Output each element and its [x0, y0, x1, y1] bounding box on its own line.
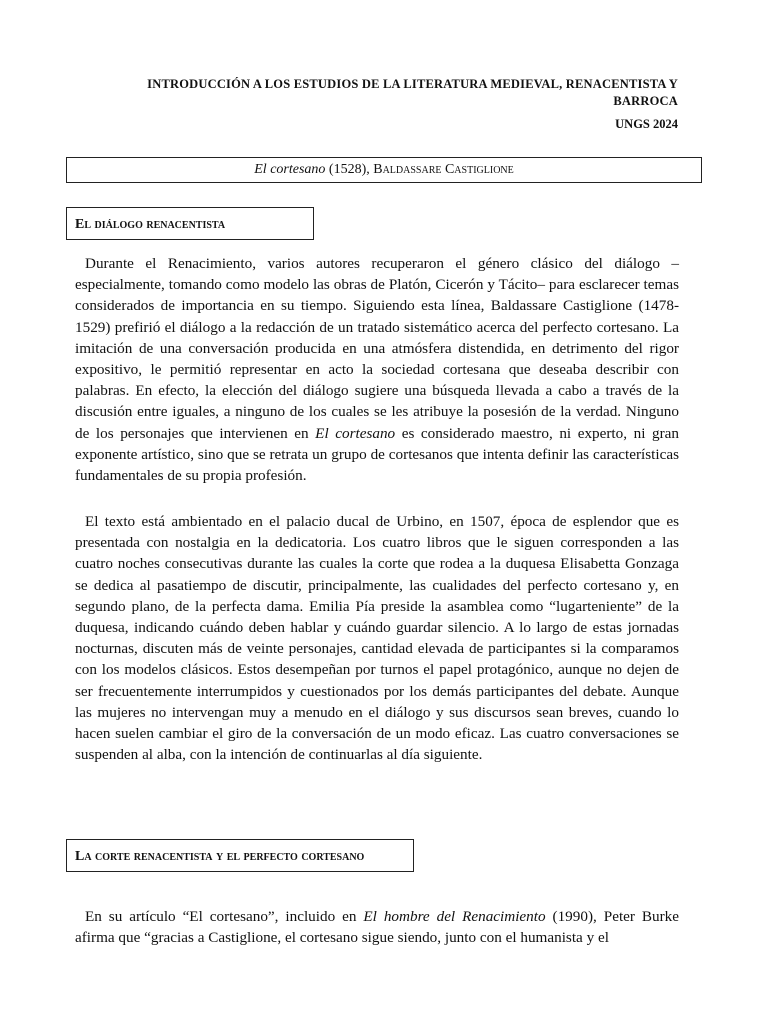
paragraph-3-text-b: (1990), Peter Burke afirma que “gracias a Castiglione, el cortesano sigue siendo, junto con el humanista y el — [75, 908, 680, 947]
paragraph-3-italic: El hombre del Renacimiento — [363, 908, 546, 925]
paragraph-1 — [75, 253, 679, 486]
document-title-box — [66, 157, 702, 183]
paragraph-3-text-a: En su artículo “El cortesano”, incluido en — [85, 908, 364, 925]
paragraph-2: El texto está ambientado en el palacio ducal de Urbino, en 1507, época de esplendor que es presentada con nostalgia en la dedicatoria. Los cuatro libros que le siguen corresponden a las cuatro noches consecutivas durante las cuales la corte que rodea a la duquesa Elisabetta Gonzaga se dedica al pasatiempo de discutir, principalmente, las cualidades del perfecto cortesano y, en segundo plano, de la perfecta dama. Emilia Pía preside la asamblea como “lugarteniente” de la duquesa, indicando cuándo deben hablar y cuándo guardar silencio. A lo largo de estas jornadas nocturnas, discuten más de veinte personajes, cantidad elevada de participantes si la comparamos con los modelos clásicos. Estos desempeñan por turnos el papel protagónico, aunque no dejen de ser frecuentemente interrumpidos y cuestionados por los demás participantes del debate. Aunque las mujeres no intervengan muy a menudo en el diálogo y sus discursos sean breves, cuando lo hacen suelen cambiar el giro de la conversación de un modo eficaz. Las cuatro conversaciones se suspenden al alba, con la intención de continuarlas al día siguiente. — [75, 513, 679, 764]
paragraph-1-text-a: Durante el Renacimiento, varios autores recuperaron el género clásico del diálogo –especialmente, tomando como modelo las obras de Platón, Cicerón y Tácito– para esclarecer temas considerados de importancia en su tiempo. Siguiendo esta línea, Baldassare Castiglione (1478-1529) prefirió el diálogo a la redacción de un tratado sistemático acerca del perfecto cortesano. La imitación de una conversación producida en una atmósfera distendida, en detrimento del rigor expositivo, le permitió representar en acto la sociedad cortesana que deseaba describir con palabras. En efecto, la elección del diálogo sugiere una búsqueda llevada a cabo a través de la discusión entre iguales, a ninguno de los cuales se les atribuye la posesión de la verdad. Ninguno de los personajes que intervienen en — [75, 255, 679, 442]
course-title: INTRODUCCIÓN A LOS ESTUDIOS DE LA LITERATURA MEDIEVAL, RENACENTISTA Y BARROCA — [147, 77, 678, 108]
paragraph-3 — [75, 906, 679, 948]
paragraph-1-text-b: es considerado maestro, ni experto, ni gran exponente artístico, sino que se retrata un grupo de cortesanos que intenta definir las características fundamentales de su propia profesión. — [75, 424, 679, 485]
course-year: UNGS 2024 — [615, 117, 678, 131]
section-heading-corte: La corte renacentista y el perfecto cortesano — [66, 839, 414, 872]
work-date: (1528), — [325, 162, 374, 177]
paragraph-1-italic: El cortesano — [315, 424, 396, 442]
work-author: Baldassare Castiglione — [373, 162, 514, 177]
work-title: El cortesano — [254, 162, 326, 177]
section-heading-dialogo: El diálogo renacentista — [66, 207, 314, 240]
